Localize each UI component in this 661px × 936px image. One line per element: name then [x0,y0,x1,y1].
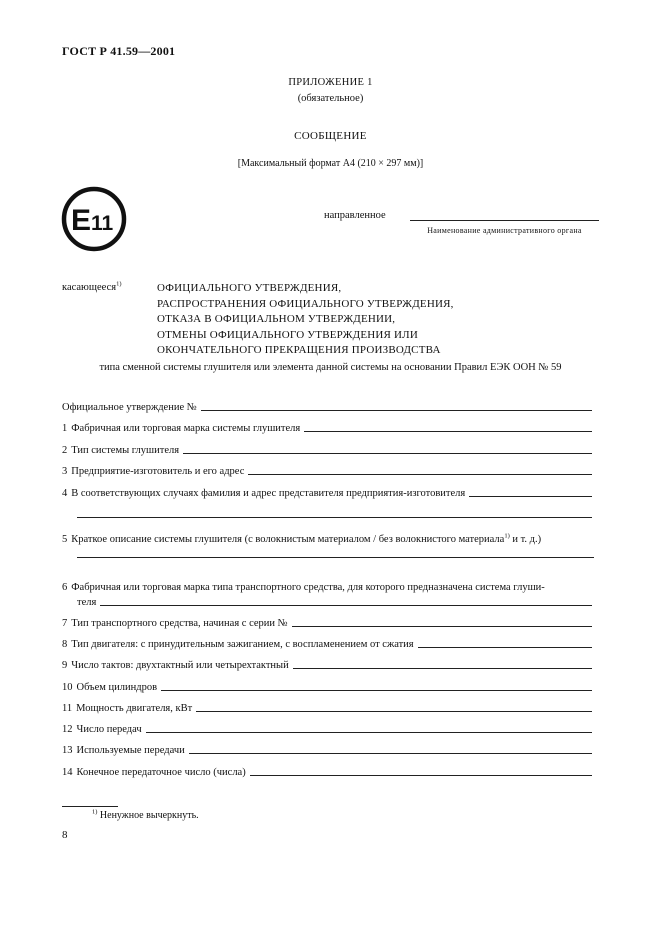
sent-to-label: направленное [324,210,386,221]
emblem-number: 11 [91,212,114,235]
document-header: ГОСТ Р 41.59—2001 [62,44,176,58]
field-line-12[interactable] [146,732,592,733]
field-row-10: 10 Объем цилиндров [62,679,592,693]
footnote-mark: 1) [92,808,98,816]
field-row-8: 8 Тип двигателя: с принудительным зажиганием, с воспламенением от сжатия [62,636,592,650]
field-line-13[interactable] [189,753,592,754]
field-line-4[interactable] [469,496,592,497]
annex-title: ПРИЛОЖЕНИЕ 1 [288,77,373,88]
sent-to-field[interactable] [410,220,599,221]
field-row-14: 14 Конечное передаточное число (числа) [62,764,592,778]
field-row-11: 11 Мощность двигателя, кВт [62,700,592,714]
sent-to-caption: Наименование административного органа [427,226,582,235]
concerning-label: касающееся$^{1)}$ [62,280,122,293]
field-line-8[interactable] [418,647,592,648]
concerning-item: ОТМЕНЫ ОФИЦИАЛЬНОГО УТВЕРЖДЕНИЯ ИЛИ [157,328,418,341]
concerning-list [157,281,454,359]
footnote-divider [62,806,118,807]
field-label: Число тактов: двухтактный или четырехтактный [71,660,289,671]
field-line-1[interactable] [304,431,592,432]
footnote-mark: 1) [116,280,122,288]
field-row-1: 1 Фабричная или торговая марка системы глушителя [62,420,592,434]
field-row-4: 4 В соответствующих случаях фамилия и адрес представителя предприятия-изготовителя [62,485,592,499]
footnote-mark: 1) [504,532,510,540]
field-row-12: 12 Число передач [62,721,592,735]
field-label: Тип системы глушителя [71,445,180,456]
concerning-item: ОТКАЗА В ОФИЦИАЛЬНОМ УТВЕРЖДЕНИИ, [157,313,396,326]
approval-number-field[interactable] [201,410,592,411]
emblem-letter: E [71,204,92,237]
field-line-11[interactable] [196,711,592,712]
field-line-10[interactable] [161,690,592,691]
field-label: Краткое описание системы глушителя (с волокнистым материалом / без волокнистого материала$^{1)}$ и т. д.) [71,532,542,545]
field-line-9[interactable] [293,668,592,669]
field-label: Фабричная или торговая марка системы глушителя [71,423,301,434]
annex-status: (обязательное) [297,93,364,104]
field-line-3[interactable] [248,474,592,475]
concerning-item: ОКОНЧАТЕЛЬНОГО ПРЕКРАЩЕНИЯ ПРОИЗВОДСТВА [157,344,441,357]
field-label: В соответствующих случаях фамилия и адрес представителя предприятия-изготовителя [71,488,466,499]
field-row-13: 13 Используемые передачи [62,742,592,756]
field-line-5[interactable] [77,557,594,558]
approval-number-row [62,399,592,413]
message-title: СООБЩЕНИЕ [294,130,367,142]
approval-number-label: Официальное утверждение № [62,402,197,413]
field-label: Число передач [76,724,142,735]
format-note: [Максимальный формат А4 (210 × 297 мм)] [237,158,424,169]
field-row-3: 3 Предприятие-изготовитель и его адрес [62,463,592,477]
field-line-2[interactable] [183,453,592,454]
type-statement: типа сменной системы глушителя или элемента данной системы на основании Правил ЕЭК ООН № 59 [99,362,562,373]
field-row-7: 7 Тип транспортного средства, начиная с серии № [62,615,592,629]
field-row-6: 6 Фабричная или торговая марка типа транспортного средства, для которого предназначена система глуши- [62,582,545,593]
field-label: теля [77,597,97,608]
concerning-item: РАСПРОСТРАНЕНИЯ ОФИЦИАЛЬНОГО УТВЕРЖДЕНИЯ, [157,297,454,310]
field-label: Фабричная или торговая марка типа транспортного средства, для которого предназначена система глуши- [71,582,545,593]
field-row-6-cont [77,594,592,608]
e-mark-emblem [61,186,127,252]
field-label: Мощность двигателя, кВт [76,703,193,714]
field-line-6[interactable] [100,605,592,606]
field-row-9: 9 Число тактов: двухтактный или четырехтактный [62,657,592,671]
field-label: Конечное передаточное число (числа) [76,767,246,778]
field-label: Предприятие-изготовитель и его адрес [71,466,245,477]
page-number: 8 [62,829,68,841]
field-row-2: 2 Тип системы глушителя [62,442,592,456]
field-line-4-cont[interactable] [77,517,592,518]
field-label: Используемые передачи [76,745,185,756]
field-label: Тип транспортного средства, начиная с серии № [71,618,288,629]
footnote: $^{1)}$ Ненужное вычеркнуть. [92,808,199,821]
field-line-14[interactable] [250,775,592,776]
field-line-7[interactable] [292,626,592,627]
field-row-5: 5 Краткое описание системы глушителя (с волокнистым материалом / без волокнистого материала$^{1)}$ и т. д.) [62,532,542,545]
field-label: Тип двигателя: с принудительным зажиганием, с воспламенением от сжатия [71,639,414,650]
concerning-item: ОФИЦИАЛЬНОГО УТВЕРЖДЕНИЯ, [157,282,342,294]
field-label: Объем цилиндров [76,682,158,693]
